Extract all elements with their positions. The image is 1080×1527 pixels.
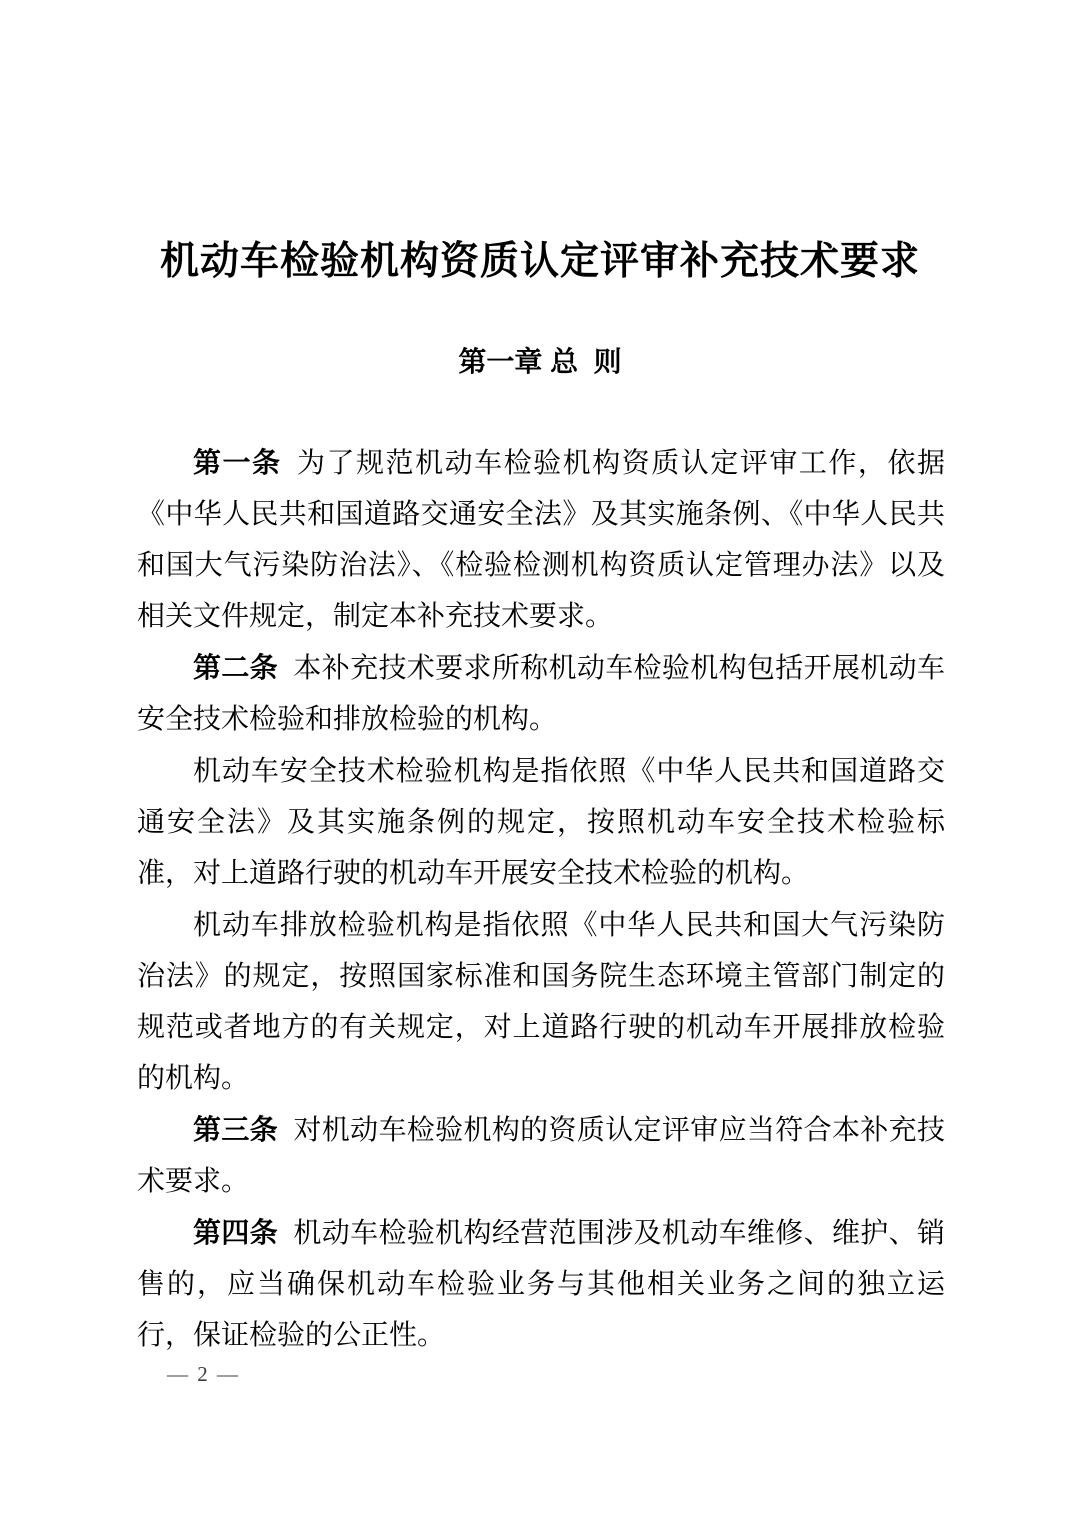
article-number-label: 第二条 — [193, 652, 279, 683]
paragraph — [137, 899, 945, 1104]
paragraph-text: 本补充技术要求所称机动车检验机构包括开展机动车安全技术检验和排放检验的机构。 — [137, 653, 945, 735]
paragraph-text: 对机动车检验机构的资质认定评审应当符合本补充技术要求。 — [137, 1115, 945, 1197]
paragraph-text: 为了规范机动车检验机构资质认定评审工作，依据《中华人民共和国道路交通安全法》及其实施条例、《中华人民共和国大气污染防治法》、《检验检测机构资质认定管理办法》以及相关文件规定，制定本补充技术要求。 — [137, 448, 945, 632]
paragraph — [137, 745, 945, 899]
paragraph-text: 机动车排放检验机构是指依照《中华人民共和国大气污染防治法》的规定，按照国家标准和国务院生态环境主管部门制定的规范或者地方的有关规定，对上道路行驶的机动车开展排放检验的机构。 — [137, 910, 945, 1094]
paragraph-text: 机动车安全技术检验机构是指依照《中华人民共和国道路交通安全法》及其实施条例的规定，按照机动车安全技术检验标准，对上道路行驶的机动车开展安全技术检验的机构。 — [137, 756, 945, 889]
article-number-label: 第四条 — [193, 1217, 279, 1248]
document-body — [137, 437, 945, 1361]
paragraph — [137, 1104, 945, 1207]
paragraph — [137, 437, 945, 642]
article-number-label: 第三条 — [193, 1114, 279, 1145]
document-title: 机动车检验机构资质认定评审补充技术要求 — [159, 240, 920, 283]
paragraph — [137, 1207, 945, 1361]
chapter-heading: 第一章 总 则 — [458, 346, 622, 377]
paragraph — [137, 642, 945, 745]
article-number-label: 第一条 — [193, 447, 282, 478]
paragraph-text: 机动车检验机构经营范围涉及机动车维修、维护、销售的，应当确保机动车检验业务与其他相关业务之间的独立运行，保证检验的公正性。 — [137, 1218, 945, 1351]
page-number: — 2 — — [167, 1362, 240, 1386]
